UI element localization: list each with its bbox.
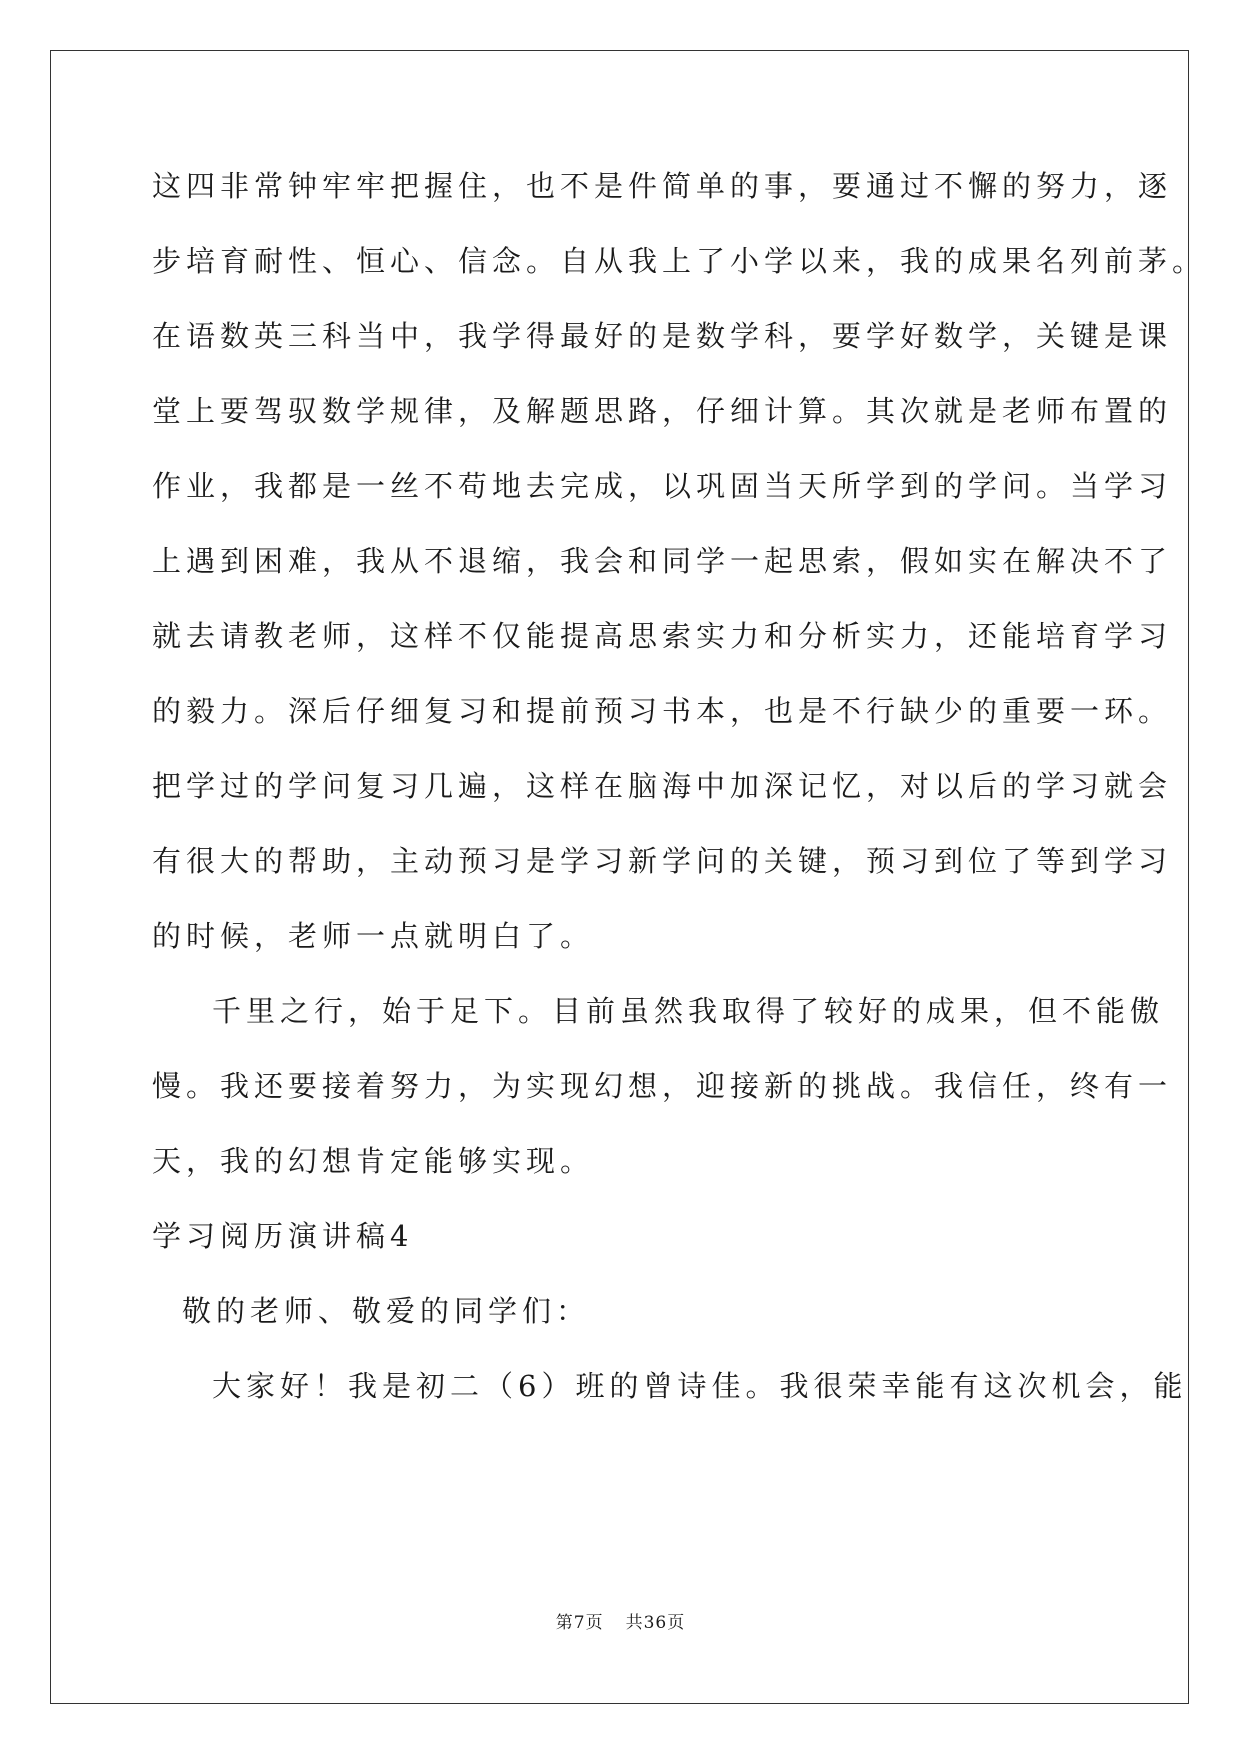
body-line: 在语数英三科当中，我学得最好的是数学科，要学好数学，关键是课 <box>152 319 1173 353</box>
body-line: 步培育耐性、恒心、信念。自从我上了小学以来，我的成果名列前茅。 <box>152 244 1207 278</box>
body-line: 天，我的幻想肯定能够实现。 <box>152 1144 595 1178</box>
section-heading: 学习阅历演讲稿4 <box>152 1219 414 1253</box>
body-line: 慢。我还要接着努力，为实现幻想，迎接新的挑战。我信任，终有一 <box>152 1069 1173 1103</box>
paragraph-first-line: 大家好！我是初二（6）班的曾诗佳。我很荣幸能有这次机会，能 <box>212 1369 1188 1403</box>
body-line: 的毅力。深后仔细复习和提前预习书本，也是不行缺少的重要一环。 <box>152 694 1173 728</box>
body-line: 把学过的学问复习几遍，这样在脑海中加深记忆，对以后的学习就会 <box>152 769 1173 803</box>
body-line: 作业，我都是一丝不苟地去完成，以巩固当天所学到的学问。当学习 <box>152 469 1173 503</box>
body-line: 有很大的帮助，主动预习是学习新学问的关键，预习到位了等到学习 <box>152 844 1173 878</box>
body-line: 就去请教老师，这样不仅能提高思索实力和分析实力，还能培育学习 <box>152 619 1173 653</box>
body-line: 上遇到困难，我从不退缩，我会和同学一起思索，假如实在解决不了 <box>152 544 1173 578</box>
body-line: 的时候，老师一点就明白了。 <box>152 919 595 953</box>
body-line: 堂上要驾驭数学规律，及解题思路，仔细计算。其次就是老师布置的 <box>152 394 1173 428</box>
paragraph-first-line: 千里之行，始于足下。目前虽然我取得了较好的成果，但不能傲 <box>212 994 1165 1028</box>
page-total: 共36页 <box>625 1613 686 1633</box>
page-number: 第7页 <box>555 1613 604 1633</box>
page-footer <box>0 1613 1241 1633</box>
salutation-line: 敬的老师、敬爱的同学们： <box>182 1294 591 1328</box>
body-line: 这四非常钟牢牢把握住，也不是件简单的事，要通过不懈的努力，逐 <box>152 169 1173 203</box>
